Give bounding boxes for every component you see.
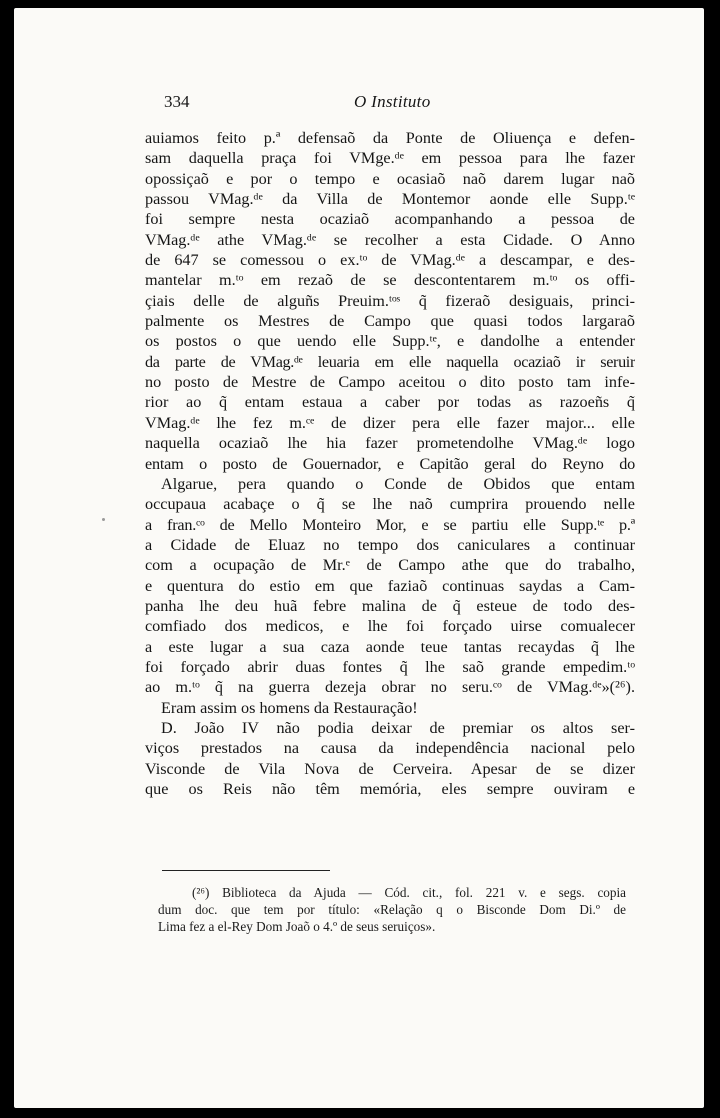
body-line: entam o posto de Gouernador, e Capitão geral do Reyno do — [145, 454, 635, 473]
margin-speck — [102, 518, 105, 521]
footnote-line: (²⁶) Biblioteca da Ajuda — Cód. cit., fol. 221 v. e segs. copia — [192, 885, 626, 900]
body-line: que os Reis não têm memória, eles sempre ouviram e — [145, 780, 635, 798]
body-text — [145, 128, 635, 799]
body-line: naquella ocaziaõ lhe hia fazer prometendolhe VMag.ᵈᵉ logo — [145, 434, 635, 453]
page-number: 334 — [164, 92, 190, 111]
body-line: foi sempre nesta ocaziaõ acompanhando a pessoa de — [145, 210, 635, 229]
body-line: viços prestados na causa da independência nacional pelo — [145, 739, 635, 758]
body-line: VMag.ᵈᵉ athe VMag.ᵈᵉ se recolher a esta Cidade. O Anno — [145, 230, 635, 249]
body-line: comfiado dos medicos, e lhe foi forçado uirse comualecer — [145, 617, 635, 636]
body-line: mantelar m.ᵗᵒ em rezaõ de se descontentarem m.ᵗᵒ os offi- — [145, 271, 635, 290]
body-line: a Cidade de Eluaz no tempo dos caniculares a continuar — [145, 535, 635, 554]
body-line: a fran.ᶜᵒ de Mello Monteiro Mor, e se partiu elle Supp.ᵗᵉ p.ª — [145, 515, 635, 534]
body-line: D. João IV não podia deixar de premiar os altos ser- — [161, 718, 635, 737]
body-line: no posto de Mestre de Campo aceitou o dito posto tam infe- — [145, 373, 635, 392]
body-line: occupaua acabaçe o q̃ se lhe naõ cumprira prouendo nelle — [145, 495, 635, 514]
body-line: sam daquella praça foi VMge.ᵈᵉ em pessoa para lhe fazer — [145, 149, 635, 168]
page-header — [164, 92, 644, 116]
body-line: palmente os Mestres de Campo que quasi todos largaraõ — [145, 312, 635, 331]
body-line: rior ao q̃ entam estaua a caber por todas as razoeñs q̃ — [145, 393, 635, 412]
footnote-line: dum doc. que tem por título: «Relação q o Bisconde Dom Di.º de — [158, 902, 626, 917]
running-title: O Instituto — [354, 92, 431, 111]
body-line: VMag.ᵈᵉ lhe fez m.ᶜᵉ de dizer pera elle fazer major... elle — [145, 413, 635, 432]
body-line: de 647 se comessou o ex.ᵗᵒ de VMag.ᵈᵉ a descampar, e des- — [145, 251, 635, 270]
body-line: os postos o que uendo elle Supp.ᵗᵉ, e dandolhe a entender — [145, 332, 635, 351]
body-line-emphasis: Eram assim os homens da Restauração! — [161, 698, 418, 717]
footnote — [158, 884, 626, 935]
footnote-line: Lima fez a el-Rey Dom Joaõ o 4.º de seus seruiços». — [158, 919, 436, 934]
body-line: foi forçado abrir duas fontes q̃ lhe saõ grande empedim.ᵗᵒ — [145, 657, 635, 676]
body-line: ao m.ᵗᵒ q̃ na guerra dezeja obrar no seru.ᶜᵒ de VMag.ᵈᵉ»(²⁶). — [145, 678, 635, 697]
body-line: auiamos feito p.ª defensaõ da Ponte de Oliuença e defen- — [145, 129, 635, 147]
body-line: passou VMag.ᵈᵉ da Villa de Montemor aonde elle Supp.ᵗᵉ — [145, 190, 635, 209]
body-line: çiais delle de alguñs Preuim.ᵗᵒˢ q̃ fizeraõ desiguais, princi- — [145, 291, 635, 310]
body-line: a este lugar a sua caza aonde teue tantas recaydas q̃ lhe — [145, 637, 635, 656]
body-line: panha lhe deu huã febre malina de q̃ esteue de todo des- — [145, 596, 635, 615]
body-line: e quentura do estio em que faziaõ continuas saydas a Cam- — [145, 576, 635, 595]
body-line: da parte de VMag.ᵈᵉ leuaria em elle naquella ocaziaõ ir seruir — [145, 352, 635, 371]
body-line: Algarue, pera quando o Conde de Obidos que entam — [161, 474, 635, 493]
body-line: Visconde de Vila Nova de Cerveira. Apesar de se dizer — [145, 759, 635, 778]
footnote-divider — [162, 870, 330, 871]
body-line: opossiçaõ e por o tempo e ocasiaõ naõ darem lugar naõ — [145, 169, 635, 188]
body-line: com a ocupação de Mr.ᵉ de Campo athe que do trabalho, — [145, 556, 635, 575]
